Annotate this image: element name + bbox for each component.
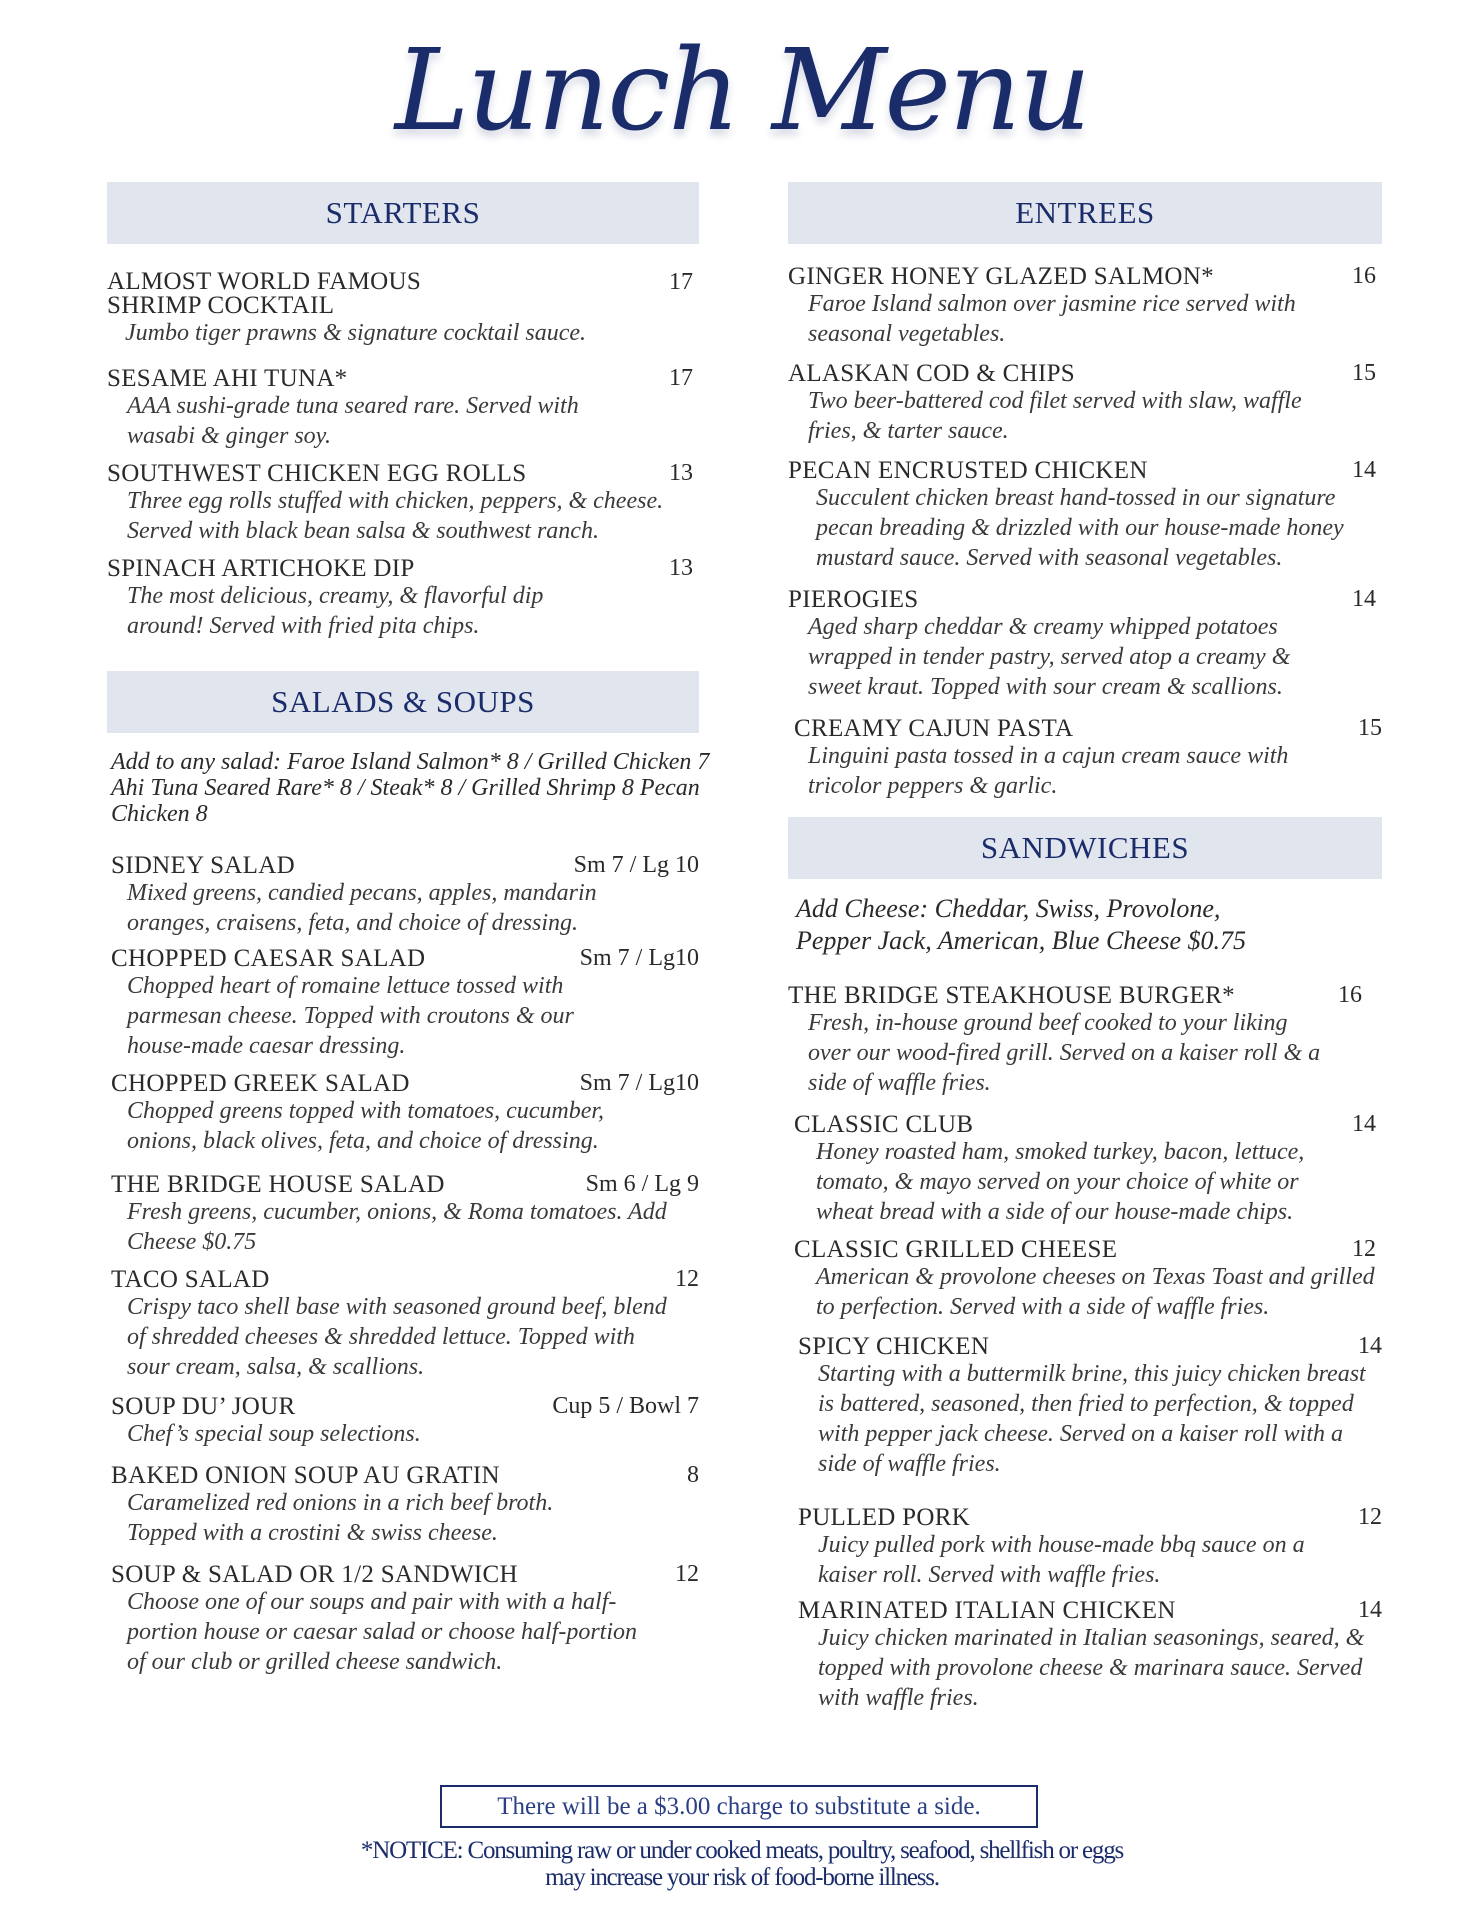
item-price: 16: [1338, 982, 1362, 1008]
menu-item: [788, 458, 1382, 573]
item-name: CREAMY CAJUN PASTA: [794, 715, 1074, 742]
menu-item: [107, 1071, 699, 1156]
substitute-side-notice: [440, 1785, 1038, 1828]
item-price: 12: [675, 1561, 699, 1587]
item-price: 14: [1352, 457, 1376, 483]
item-description: AAA sushi-grade tuna seared rare. Served with wasabi & ginger soy.: [127, 393, 579, 449]
section-title: SANDWICHES: [980, 830, 1190, 865]
item-price: 15: [1352, 360, 1376, 386]
item-name: SPINACH ARTICHOKE DIP: [107, 555, 415, 582]
item-price: 14: [1352, 586, 1376, 612]
item-description: Linguini pasta tossed in a cajun cream sauce with tricolor peppers & garlic.: [808, 743, 1289, 799]
item-description: Caramelized red onions in a rich beef broth. Topped with a crostini & swiss cheese.: [127, 1490, 554, 1546]
item-name: CLASSIC GRILLED CHEESE: [794, 1236, 1118, 1263]
menu-item: [107, 461, 699, 546]
menu-item: [107, 1172, 699, 1257]
item-name: ALMOST WORLD FAMOUS SHRIMP COCKTAIL: [107, 268, 422, 319]
menu-item: [107, 366, 699, 451]
item-name: THE BRIDGE STEAKHOUSE BURGER*: [788, 982, 1235, 1009]
notice-line-2: may increase your risk of food-borne illness.: [545, 1864, 939, 1891]
item-description: Two beer-battered cod filet served with slaw, waffle fries, & tarter sauce.: [808, 388, 1302, 444]
item-description: Chopped greens topped with tomatoes, cucumber, onions, black olives, feta, and choice of dressing.: [127, 1098, 605, 1154]
item-price: 8: [687, 1462, 699, 1488]
menu-item: [788, 1334, 1382, 1479]
item-name: PIEROGIES: [788, 586, 919, 613]
item-price: 14: [1352, 1111, 1376, 1137]
item-name: GINGER HONEY GLAZED SALMON*: [788, 263, 1214, 290]
item-description: Fresh greens, cucumber, onions, & Roma tomatoes. Add Cheese $0.75: [127, 1199, 667, 1255]
menu-item: [107, 853, 699, 938]
item-name: MARINATED ITALIAN CHICKEN: [798, 1597, 1176, 1624]
menu-item: [788, 1112, 1382, 1227]
item-description: Succulent chicken breast hand-tossed in our signature pecan breading & drizzled with our house-made honey mustard sauce. Served with seasonal vegetables.: [816, 485, 1344, 571]
menu-item: [107, 270, 699, 348]
section-title: STARTERS: [325, 195, 481, 230]
item-name: ALASKAN COD & CHIPS: [788, 360, 1075, 387]
menu-item: [107, 1267, 699, 1382]
section-header-sandwiches: [788, 817, 1382, 879]
item-name: CHOPPED GREEK SALAD: [111, 1070, 410, 1097]
item-price: 12: [1358, 1504, 1382, 1530]
right-column: [788, 182, 1382, 1713]
item-price: 16: [1352, 263, 1376, 289]
item-name: SIDNEY SALAD: [111, 852, 295, 879]
menu-item: [107, 946, 699, 1061]
item-price: 17: [669, 365, 693, 391]
section-title: ENTREES: [1015, 195, 1155, 230]
section-header-salads-soups: [107, 671, 699, 733]
menu-item: [107, 1562, 699, 1677]
item-description: Honey roasted ham, smoked turkey, bacon, lettuce, tomato, & mayo served on your choice of white or wheat bread with a side of our house-made chips.: [816, 1139, 1305, 1225]
item-description: Jumbo tiger prawns & signature cocktail sauce.: [125, 320, 587, 346]
item-name: CLASSIC CLUB: [794, 1111, 974, 1138]
item-price: 12: [675, 1266, 699, 1292]
menu-item: [788, 587, 1382, 702]
item-price: 17: [669, 269, 693, 295]
menu-item: [788, 716, 1382, 801]
item-price: 12: [1352, 1236, 1376, 1262]
menu-item: [788, 1237, 1382, 1322]
item-name: SOUP & SALAD OR 1/2 SANDWICH: [111, 1561, 518, 1588]
item-description: Crispy taco shell base with seasoned ground beef, blend of shredded cheeses & shredded lettuce. Topped with sour cream, salsa, & scallions.: [127, 1294, 667, 1380]
item-name: TACO SALAD: [111, 1266, 270, 1293]
item-price: Sm 7 / Lg 10: [573, 852, 699, 878]
item-description: Three egg rolls stuffed with chicken, peppers, & cheese. Served with black bean salsa & southwest ranch.: [127, 488, 664, 544]
menu-item: [788, 361, 1382, 446]
item-description: Juicy pulled pork with house-made bbq sauce on a kaiser roll. Served with waffle fries.: [818, 1532, 1305, 1588]
item-name: SOUP DU’ JOUR: [111, 1393, 296, 1420]
menu-title: Lunch Menu: [394, 26, 1090, 156]
item-price: 15: [1358, 715, 1382, 741]
menu-item: [107, 1394, 699, 1449]
menu-item: [788, 1505, 1382, 1590]
item-price: 14: [1358, 1597, 1382, 1623]
item-price: 13: [669, 555, 693, 581]
left-column: [107, 182, 710, 1677]
menu-item: [107, 1463, 699, 1548]
food-safety-notice: [0, 1837, 1484, 1891]
section-header-starters: [107, 182, 699, 244]
item-description: Mixed greens, candied pecans, apples, mandarin oranges, craisens, feta, and choice of dressing.: [127, 880, 597, 936]
item-description: Starting with a buttermilk brine, this juicy chicken breast is battered, seasoned, then fried to perfection, & topped with pepper jack cheese. Served on a kaiser roll with a side of waffle fries.: [818, 1361, 1366, 1477]
item-name: PECAN ENCRUSTED CHICKEN: [788, 457, 1148, 484]
item-description: The most delicious, creamy, & flavorful dip around! Served with fried pita chips.: [127, 583, 544, 639]
item-price: Sm 6 / Lg 9: [585, 1171, 699, 1197]
item-name: SPICY CHICKEN: [798, 1333, 990, 1360]
item-description: Choose one of our soups and pair with with a half-portion house or caesar salad or choose half-portion of our club or grilled cheese sandwich.: [127, 1589, 637, 1675]
item-description: Chopped heart of romaine lettuce tossed with parmesan cheese. Topped with croutons & our house-made caesar dressing.: [127, 973, 574, 1059]
menu-item: [107, 556, 699, 641]
item-description: Chef’s special soup selections.: [127, 1421, 421, 1447]
item-description: American & provolone cheeses on Texas Toast and grilled to perfection. Served with a side of waffle fries.: [816, 1264, 1375, 1320]
item-price: Sm 7 / Lg10: [579, 1070, 699, 1096]
substitute-text: There will be a $3.00 charge to substitute a side.: [497, 1792, 981, 1820]
notice-line-1: *NOTICE: Consuming raw or under cooked meats, poultry, seafood, shellfish or eggs: [360, 1837, 1124, 1864]
item-description: Aged sharp cheddar & creamy whipped potatoes wrapped in tender pastry, served atop a creamy & sweet kraut. Topped with sour cream & scallions.: [808, 614, 1291, 700]
item-price: Sm 7 / Lg10: [579, 945, 699, 971]
menu-item: [788, 983, 1382, 1098]
item-name: CHOPPED CAESAR SALAD: [111, 945, 426, 972]
sandwich-cheese-note: Add Cheese: Cheddar, Swiss, Provolone, Pepper Jack, American, Blue Cheese $0.75: [796, 894, 1247, 955]
item-name: SESAME AHI TUNA*: [107, 365, 348, 392]
item-price: Cup 5 / Bowl 7: [552, 1393, 699, 1419]
menu-item: [788, 1598, 1382, 1713]
item-price: 14: [1358, 1333, 1382, 1359]
menu-item: [788, 264, 1382, 349]
item-name: BAKED ONION SOUP AU GRATIN: [111, 1462, 500, 1489]
item-name: SOUTHWEST CHICKEN EGG ROLLS: [107, 460, 527, 487]
item-description: Fresh, in-house ground beef cooked to your liking over our wood-fired grill. Served on a kaiser roll & a side of waffle fries.: [808, 1010, 1321, 1096]
item-price: 13: [669, 460, 693, 486]
section-header-entrees: [788, 182, 1382, 244]
section-title: SALADS & SOUPS: [271, 684, 535, 719]
salad-add-on-note: Add to any salad: Faroe Island Salmon* 8 / Grilled Chicken 7 Ahi Tuna Seared Rare* 8 / Steak* 8 / Grilled Shrimp 8 Pecan Chicken 8: [111, 749, 710, 827]
item-name: THE BRIDGE HOUSE SALAD: [111, 1171, 445, 1198]
item-name: PULLED PORK: [798, 1504, 971, 1531]
item-description: Faroe Island salmon over jasmine rice served with seasonal vegetables.: [808, 291, 1296, 347]
item-description: Juicy chicken marinated in Italian seasonings, seared, & topped with provolone cheese & marinara sauce. Served with waffle fries.: [818, 1625, 1365, 1711]
